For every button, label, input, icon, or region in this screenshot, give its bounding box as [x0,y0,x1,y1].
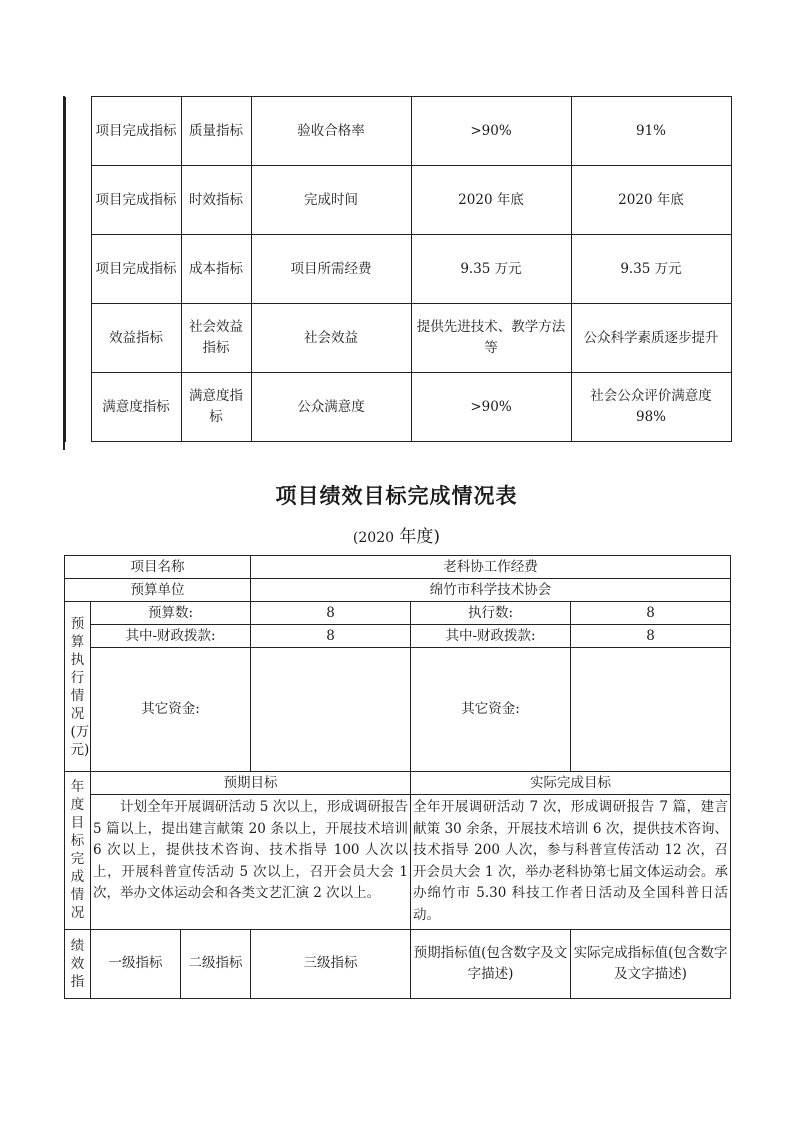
performance-form-table [64,555,731,999]
page-subtitle [0,522,793,547]
level2-cell: 质量指标 [181,97,251,166]
level3-cell: 项目所需经费 [251,235,411,304]
expected-value-cell: 2020 年底 [411,166,571,235]
other-funds-label-2: 其它资金: [411,648,571,772]
level2-cell: 满意度指标 [181,373,251,442]
table-row [65,795,731,930]
fiscal-value: 8 [251,625,411,648]
other-funds-value-2 [571,648,731,772]
table-row [65,304,731,373]
expected-value-cell: >90% [411,373,571,442]
budget-amount-label: 预算数: [91,602,251,625]
executed-label: 执行数: [411,602,571,625]
budget-unit-value: 绵竹市科学技术协会 [251,579,731,602]
table-row [65,166,731,235]
table-row [65,556,731,579]
indicator-table-continued [64,96,732,442]
table-row [65,602,731,625]
level3-cell: 完成时间 [251,166,411,235]
annual-goal-label [65,772,91,930]
perf-label [65,929,91,998]
blank-column [65,97,91,442]
table-row [65,625,731,648]
subtitle-year: (2020 [352,530,395,546]
level1-cell: 满意度指标 [91,373,181,442]
expected-goal-header: 预期目标 [91,772,411,795]
actual-value-header: 实际完成指标值(包含数字及文字描述) [571,929,731,998]
table-row [65,235,731,304]
other-funds-label: 其它资金: [91,648,251,772]
level2-cell: 社会效益指标 [181,304,251,373]
fiscal-label: 其中-财政拨款: [91,625,251,648]
actual-value-cell: 2020 年底 [571,166,731,235]
subtitle-suffix: 年度) [394,527,441,547]
actual-value-cell: 9.35 万元 [571,235,731,304]
level2-cell: 成本指标 [181,235,251,304]
table-row [65,929,731,998]
level2-header: 二级指标 [181,929,251,998]
fiscal-value-2: 8 [571,625,731,648]
vertical-label-text: 绩效指 [70,937,85,990]
page-title: 项目绩效目标完成情况表 [275,484,518,508]
level1-cell: 项目完成指标 [91,235,181,304]
actual-value-cell: 社会公众评价满意度 98% [571,373,731,442]
actual-value-cell: 公众科学素质逐步提升 [571,304,731,373]
table-row [65,579,731,602]
expected-value-cell: 9.35 万元 [411,235,571,304]
executed-value: 8 [571,602,731,625]
level3-cell: 公众满意度 [251,373,411,442]
level3-header: 三级指标 [251,929,411,998]
other-funds-value [251,648,411,772]
level1-header: 一级指标 [91,929,181,998]
budget-unit-label: 预算单位 [65,579,251,602]
fiscal-label-2: 其中-财政拨款: [411,625,571,648]
budget-exec-label [65,602,91,772]
expected-value-header: 预期指标值(包含数字及文字描述) [411,929,571,998]
level3-cell: 社会效益 [251,304,411,373]
actual-goal-text: 全年开展调研活动 7 次，形成调研报告 7 篇，建言献策 30 余条，开展技术培训 6 次，提供技术咨询、技术指导 200 人次，参与科普宣传活动 12 次，召开会员大会 1 次，举办老科协第七届文体运动会。承办绵竹市 5.30 科技工作者日活动及全国科普日活动。 [411,795,731,930]
level2-cell: 时效指标 [181,166,251,235]
expected-goal-text: 计划全年开展调研活动 5 次以上，形成调研报告 5 篇以上，提出建言献策 20 条以上，开展技术培训 6 次以上，提供技术咨询、技术指导 100 人次以上，开展科普宣传活动 5 次以上，召开会员大会 1 次，举办文体运动会和各类文艺汇演 2 次以上。 [91,795,411,930]
project-name-value: 老科协工作经费 [251,556,731,579]
level1-cell: 项目完成指标 [91,97,181,166]
expected-value-cell: 提供先进技术、教学方法等 [411,304,571,373]
project-name-label: 项目名称 [65,556,251,579]
table-row [65,97,731,166]
table-row [65,373,731,442]
actual-value-cell: 91% [571,97,731,166]
level1-cell: 项目完成指标 [91,166,181,235]
vertical-label-text: 预算执行情况(万元) [70,615,90,758]
level1-cell: 效益指标 [91,304,181,373]
expected-value-cell: >90% [411,97,571,166]
actual-goal-header: 实际完成目标 [411,772,731,795]
table-row [65,772,731,795]
vertical-label-text: 年度目标完成情况 [70,779,85,922]
level3-cell: 验收合格率 [251,97,411,166]
budget-amount-value: 8 [251,602,411,625]
table-row [65,648,731,772]
